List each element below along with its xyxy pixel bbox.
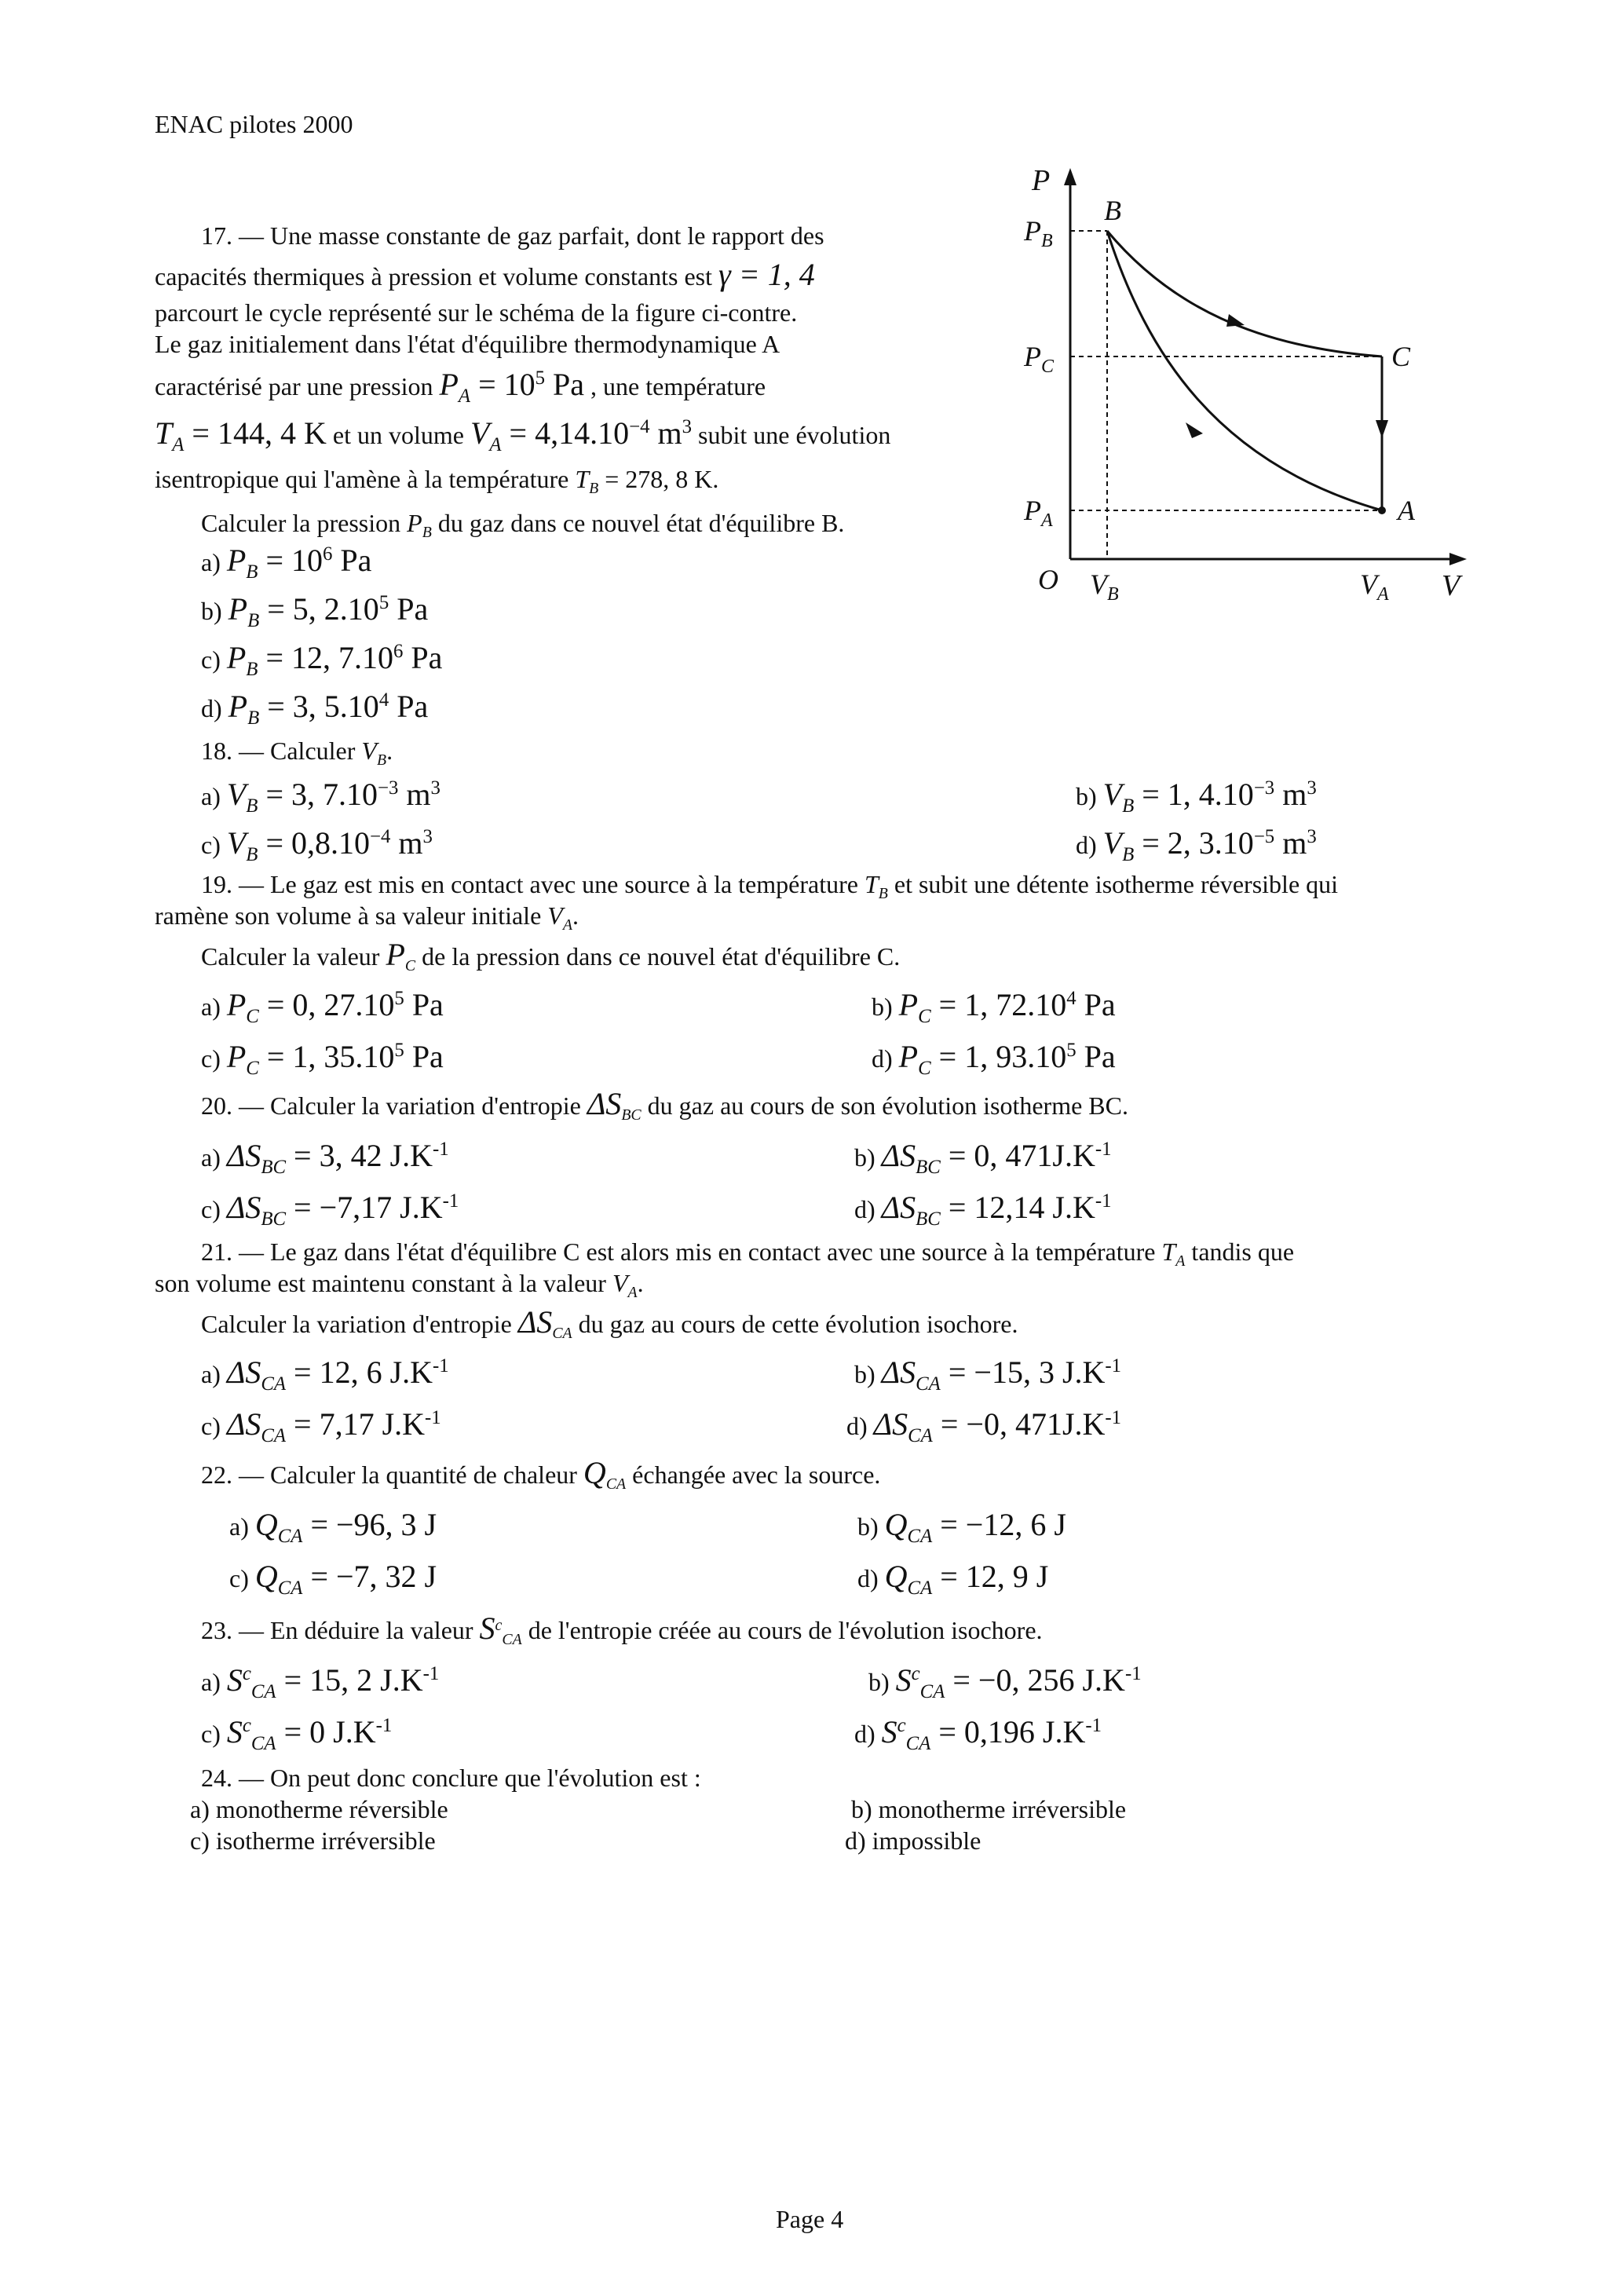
q17-line2: capacités thermiques à pression et volume constants est γ = 1, 4 — [155, 257, 815, 292]
q21-question: Calculer la variation d'entropie $\Delta S_{CA}$ du gaz au cours de cette évolution isochore. — [201, 1304, 1018, 1342]
q24-option-d[interactable]: d) impossible — [845, 1826, 981, 1855]
q20-option-a[interactable]: a) $\Delta S_{BC} = 3$, 42 $J.K^{-1}$ — [201, 1138, 449, 1178]
q17-line3: parcourt le cycle représenté sur le schéma de la figure ci-contre. — [155, 298, 798, 327]
page-footer: Page 4 — [776, 2205, 844, 2233]
q20-option-c[interactable]: c) $\Delta S_{BC} = -7,17$ $J.K^{-1}$ — [201, 1190, 459, 1230]
q17-option-a[interactable]: a) $P_B = 10^6$ Pa — [201, 543, 372, 583]
q20-question: 20. — Calculer la variation d'entropie $\Delta S_{BC}$ du gaz au cours de son évolution isotherme BC. — [201, 1086, 1128, 1124]
q17-option-b[interactable]: b) $P_B = 5$, 2.10$^5$ Pa — [201, 591, 429, 631]
q22-option-d[interactable]: d) $Q_{CA} = 12$, 9 J — [857, 1559, 1049, 1599]
isotherm-bc — [1107, 231, 1382, 356]
pv-cycle-diagram — [1021, 165, 1484, 605]
q22-option-a[interactable]: a) $Q_{CA} = -96$, 3 J — [229, 1507, 437, 1547]
q17-option-d[interactable]: d) $P_B = 3$, 5.10$^4$ Pa — [201, 689, 429, 729]
q24-option-a[interactable]: a) monotherme réversible — [190, 1795, 448, 1823]
q21-option-a[interactable]: a) $\Delta S_{CA} = 12$, 6 $J.K^{-1}$ — [201, 1355, 449, 1395]
pb-label: $P_B$ — [1024, 215, 1053, 251]
q22-option-c[interactable]: c) $Q_{CA} = -7$, 32 J — [229, 1559, 437, 1599]
v-axis-arrow — [1449, 553, 1467, 565]
q22-question: 22. — Calculer la quantité de chaleur $Q_{CA}$ échangée avec la source. — [201, 1455, 881, 1493]
page-header: ENAC pilotes 2000 — [155, 110, 353, 138]
arrow-bc — [1226, 314, 1245, 327]
q18-option-b[interactable]: b) $V_B = 1$, $4.10^{-3}$ $m^3$ — [1076, 777, 1317, 817]
point-a-dot — [1378, 506, 1386, 514]
q21-option-b[interactable]: b) $\Delta S_{CA} = -15$, 3 $J.K^{-1}$ — [854, 1355, 1122, 1395]
q19-line2: ramène son volume à sa valeur initiale $V_A$. — [155, 901, 579, 934]
q24-option-c[interactable]: c) isotherme irréversible — [190, 1826, 436, 1855]
q17-question: Calculer la pression $P_B$ du gaz dans ce nouvel état d'équilibre B. — [201, 509, 845, 541]
arrow-ab — [1186, 422, 1203, 438]
q19-line1: 19. — Le gaz est mis en contact avec une source à la température $T_B$ et subit une détente isotherme réversible qui — [201, 870, 1339, 902]
q21-line1: 21. — Le gaz dans l'état d'équilibre C est alors mis en contact avec une source à la température $T_A$ tandis que — [201, 1238, 1295, 1270]
q19-option-a[interactable]: a) $P_C = 0$, 27.10$^5$ Pa — [201, 987, 444, 1027]
q17-line1: 17. — Une masse constante de gaz parfait, dont le rapport des — [201, 221, 824, 250]
q23-option-b[interactable]: b) $S^c_{CA} = -0$, 256 $J.K^{-1}$ — [868, 1662, 1142, 1702]
q20-option-b[interactable]: b) $\Delta S_{BC} = 0$, $471J.K^{-1}$ — [854, 1138, 1112, 1178]
q21-line2: son volume est maintenu constant à la valeur $V_A$. — [155, 1269, 644, 1301]
q21-option-c[interactable]: c) $\Delta S_{CA} = 7,17$ $J.K^{-1}$ — [201, 1406, 441, 1446]
q21-option-d[interactable]: d) $\Delta S_{CA} = -0$, $471J.K^{-1}$ — [846, 1406, 1122, 1446]
q19-option-d[interactable]: d) $P_C = 1$, 93.10$^5$ Pa — [872, 1039, 1116, 1079]
q22-option-b[interactable]: b) $Q_{CA} = -12$, 6 J — [857, 1507, 1066, 1547]
arrow-ca — [1376, 420, 1388, 438]
q20-option-d[interactable]: d) $\Delta S_{BC} = 12,14$ $J.K^{-1}$ — [854, 1190, 1112, 1230]
q18-option-d[interactable]: d) $V_B = 2$, $3.10^{-5}$ $m^3$ — [1076, 825, 1317, 865]
gamma-value: γ = 1, 4 — [718, 257, 815, 292]
q24-question: 24. — On peut donc conclure que l'évolution est : — [201, 1764, 701, 1792]
point-c-label: C — [1391, 341, 1411, 372]
q17-line4: Le gaz initialement dans l'état d'équilibre thermodynamique A — [155, 330, 780, 358]
q18-option-c[interactable]: c) $V_B = 0,8.10^{-4}$ $m^3$ — [201, 825, 433, 865]
q19-question: Calculer la valeur $P_C$ de la pression dans ce nouvel état d'équilibre C. — [201, 937, 901, 974]
q18-question: 18. — Calculer $V_B$. — [201, 737, 393, 769]
q17-line5: caractérisé par une pression $P_A = 10^5$ Pa , une température — [155, 367, 766, 407]
p-axis-arrow — [1064, 168, 1077, 185]
axis-p-label: P — [1032, 165, 1051, 197]
va-label: $V_A$ — [1360, 569, 1389, 605]
pc-label: $P_C$ — [1024, 341, 1055, 377]
q17-option-c[interactable]: c) $P_B = 12$, 7.10$^6$ Pa — [201, 640, 443, 680]
pa-label: $P_A$ — [1024, 495, 1053, 531]
point-b-label: B — [1104, 195, 1121, 226]
q17-line6: $T_A = 144$, 4 K et un volume $V_A = 4,14.10^{-4}$ $m^3$ subit une évolution — [155, 415, 891, 455]
vb-label: $V_B$ — [1090, 569, 1119, 605]
q19-option-b[interactable]: b) $P_C = 1$, 72.10$^4$ Pa — [872, 987, 1116, 1027]
q17-line7: isentropique qui l'amène à la température $T_B = 278$, 8 K. — [155, 465, 719, 497]
q18-option-a[interactable]: a) $V_B = 3$, $7.10^{-3}$ $m^3$ — [201, 777, 440, 817]
q24-option-b[interactable]: b) monotherme irréversible — [851, 1795, 1127, 1823]
axis-v-label: V — [1442, 569, 1460, 602]
q23-question: 23. — En déduire la valeur $S^c_{CA}$ de l'entropie créée au cours de l'évolution isochore. — [201, 1610, 1043, 1648]
origin-label: O — [1038, 564, 1058, 595]
q23-option-a[interactable]: a) $S^c_{CA} = 15$, 2 $J.K^{-1}$ — [201, 1662, 440, 1702]
q23-option-c[interactable]: c) $S^c_{CA} = 0$ $J.K^{-1}$ — [201, 1714, 393, 1754]
q23-option-d[interactable]: d) $S^c_{CA} = 0,196$ $J.K^{-1}$ — [854, 1714, 1102, 1754]
point-a-label: A — [1398, 495, 1415, 526]
q19-option-c[interactable]: c) $P_C = 1$, 35.10$^5$ Pa — [201, 1039, 444, 1079]
